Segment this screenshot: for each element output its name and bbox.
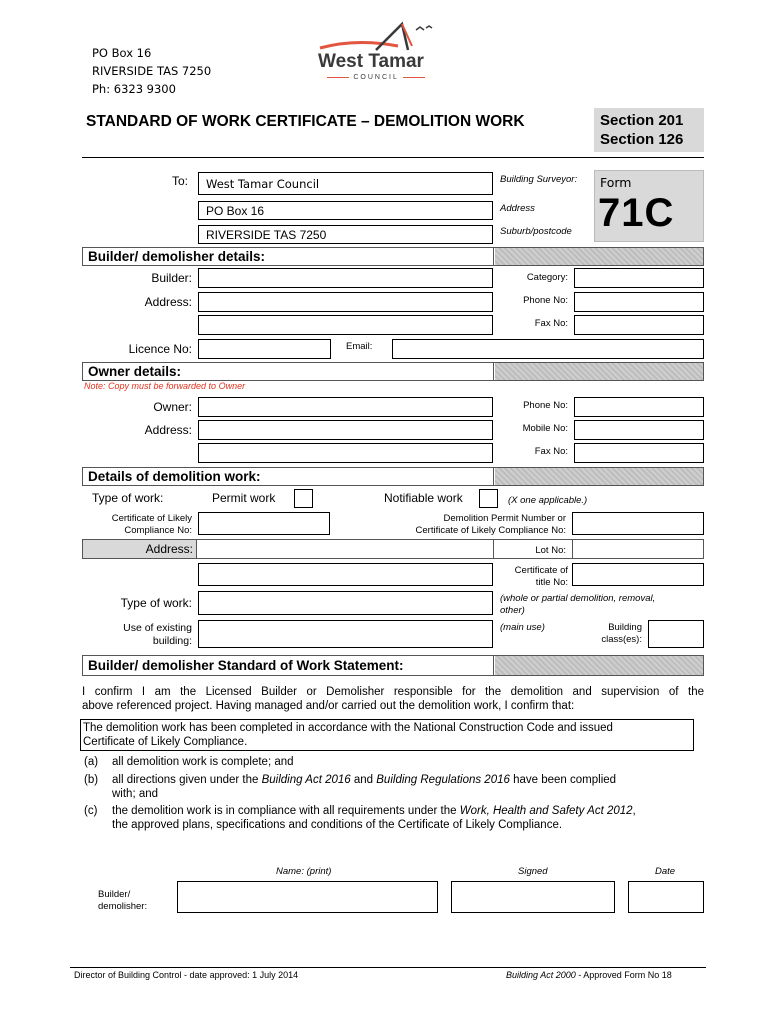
item-c-text xyxy=(112,804,636,832)
council-address xyxy=(92,44,211,98)
licence-label: Licence No: xyxy=(128,342,192,356)
notifiable-work-label: Notifiable work xyxy=(384,491,463,505)
lot-input[interactable] xyxy=(572,540,703,558)
footer-form-text: - Approved Form No 18 xyxy=(575,970,672,980)
surveyor-address-label: Address xyxy=(500,203,535,214)
signature-input[interactable] xyxy=(451,881,615,913)
building-class-label-1: Building xyxy=(608,622,642,633)
date-label: Date xyxy=(655,866,676,877)
owner-name-input[interactable] xyxy=(198,397,493,417)
title-no-input[interactable] xyxy=(572,563,704,586)
logo-name xyxy=(318,51,424,73)
to-address-field[interactable] xyxy=(198,201,493,220)
lot-label-cell xyxy=(495,540,572,558)
one-applicable-note: (X one applicable.) xyxy=(508,495,588,506)
logo-mark-icon xyxy=(316,20,440,54)
licence-input[interactable] xyxy=(198,339,331,359)
logo-sub-text: COUNCIL xyxy=(353,74,399,81)
item-b-marker: (b) xyxy=(84,774,99,786)
signatory-label-1: Builder/ xyxy=(98,889,131,900)
signatory-label-2: demolisher: xyxy=(98,901,148,912)
item-b-post: have been complied xyxy=(509,774,617,786)
builder-address-input-2[interactable] xyxy=(198,315,493,335)
building-class-label xyxy=(572,622,642,646)
builder-section-heading: Builder/ demolisher details: xyxy=(88,249,266,264)
email-label: Email: xyxy=(346,341,373,352)
footer-form-no xyxy=(506,970,672,980)
owner-note: Note: Copy must be forwarded to Owner xyxy=(84,381,246,391)
demolition-address-row xyxy=(82,539,704,559)
builder-section-bar xyxy=(82,247,704,266)
statement-item-a xyxy=(84,755,704,769)
name-print-label: Name: (print) xyxy=(276,866,332,877)
item-b-line2: with; and xyxy=(112,788,159,800)
work-type-label: Type of work: xyxy=(92,491,164,505)
to-name-value: West Tamar Council xyxy=(206,177,320,191)
building-class-label-2: class(es): xyxy=(601,634,642,645)
item-c-post: , xyxy=(632,805,636,817)
statement-section-bar xyxy=(82,655,704,676)
permit-work-checkbox[interactable] xyxy=(294,489,313,508)
title-rule xyxy=(82,157,704,158)
permit-number-label-1: Demolition Permit Number or xyxy=(443,513,566,524)
builder-address-label: Address: xyxy=(144,295,192,309)
item-c-pre: the demolition work is in compliance with all requirements under the xyxy=(112,805,460,817)
category-label: Category: xyxy=(526,272,568,283)
address-line: RIVERSIDE TAS 7250 xyxy=(92,64,212,78)
statement-item-b xyxy=(84,773,704,801)
section-201: Section 201 xyxy=(600,112,684,129)
statement-section-heading: Builder/ demolisher Standard of Work Statement: xyxy=(88,658,404,673)
title-no-label xyxy=(480,565,568,589)
likely-compliance-label xyxy=(92,513,192,537)
type-of-work-input[interactable] xyxy=(198,591,493,615)
signatory-label xyxy=(98,889,147,913)
statement-intro-2: above referenced project. Having managed and/or carried out the demolition work, I confirm that: xyxy=(82,700,575,712)
builder-phone-input[interactable] xyxy=(574,292,704,312)
to-suburb-value: RIVERSIDE TAS 7250 xyxy=(206,228,327,242)
builder-fax-label: Fax No: xyxy=(534,318,568,329)
completion-statement-1: The demolition work has been completed in accordance with the National Construction Code and issued xyxy=(83,722,613,734)
owner-fax-label: Fax No: xyxy=(534,446,568,457)
likely-compliance-input[interactable] xyxy=(198,512,330,535)
title-no-label-1: Certificate of xyxy=(514,565,568,576)
builder-fax-input[interactable] xyxy=(574,315,704,335)
demolition-address-label: Address: xyxy=(145,542,193,556)
to-suburb-field[interactable] xyxy=(198,225,493,244)
lot-label: Lot No: xyxy=(535,545,566,556)
completion-statement-2: Certificate of Likely Compliance. xyxy=(83,736,248,748)
builder-phone-label: Phone No: xyxy=(523,295,568,306)
demolition-address-label-cell xyxy=(83,540,197,558)
item-a-text: all demolition work is complete; and xyxy=(112,756,294,768)
item-b-regulations: Building Regulations 2016 xyxy=(376,774,510,786)
statement-item-c xyxy=(84,804,704,832)
owner-section-heading: Owner details: xyxy=(88,364,182,379)
item-b-and: and xyxy=(350,774,377,786)
form-number: 71C xyxy=(598,191,675,235)
email-input[interactable] xyxy=(392,339,704,359)
owner-address-input-2[interactable] xyxy=(198,443,493,463)
builder-address-input[interactable] xyxy=(198,292,493,312)
form-badge xyxy=(594,170,704,242)
page-title: STANDARD OF WORK CERTIFICATE – DEMOLITION WORK xyxy=(86,113,525,130)
existing-use-label xyxy=(92,622,192,648)
section-126: Section 126 xyxy=(600,131,684,148)
footer-approval: Director of Building Control - date approved: 1 July 2014 xyxy=(74,970,299,980)
owner-address-label: Address: xyxy=(144,423,192,437)
form-label: Form xyxy=(600,175,632,190)
item-a-marker: (a) xyxy=(84,756,99,768)
item-c-marker: (c) xyxy=(84,805,98,817)
owner-fax-input[interactable] xyxy=(574,443,704,463)
logo-sub xyxy=(316,74,436,81)
footer-rule xyxy=(70,967,706,968)
demolition-section-heading: Details of demolition work: xyxy=(88,469,261,484)
notifiable-work-checkbox[interactable] xyxy=(479,489,498,508)
item-b-act: Building Act 2016 xyxy=(261,774,351,786)
council-logo xyxy=(316,20,440,84)
completion-statement-box xyxy=(80,719,694,751)
owner-section-bar xyxy=(82,362,704,381)
suburb-label: Suburb/postcode xyxy=(500,226,572,237)
type-of-work-hint-1: (whole or partial demolition, removal, xyxy=(500,593,656,604)
owner-phone-label: Phone No: xyxy=(523,400,568,411)
building-surveyor-label: Building Surveyor: xyxy=(500,174,578,185)
demolition-address-input[interactable] xyxy=(198,540,494,558)
existing-use-label-1: Use of existing xyxy=(123,622,192,634)
logo-name-text: West Tamar xyxy=(318,51,424,72)
footer-act: Building Act 2000 xyxy=(506,970,576,980)
section-badge xyxy=(594,108,704,152)
type-of-work-hint xyxy=(500,593,655,617)
signed-label: Signed xyxy=(518,866,548,877)
permit-number-input[interactable] xyxy=(572,512,704,535)
date-input[interactable] xyxy=(628,881,704,913)
item-c-line2: the approved plans, specifications and conditions of the Certificate of Likely Compliance. xyxy=(112,819,563,831)
owner-mobile-input[interactable] xyxy=(574,420,704,440)
type-of-work-hint-2: other) xyxy=(500,605,525,616)
likely-compliance-label-2: Compliance No: xyxy=(124,525,192,536)
item-b-pre: all directions given under the xyxy=(112,774,262,786)
likely-compliance-label-1: Certificate of Likely xyxy=(111,513,192,524)
address-line: Ph: 6323 9300 xyxy=(92,82,176,96)
builder-name-input[interactable] xyxy=(198,268,493,288)
demolition-address-input-2[interactable] xyxy=(198,563,493,586)
demolition-section-bar xyxy=(82,467,704,486)
builder-label: Builder: xyxy=(151,271,192,285)
permit-number-label-2: Certificate of Likely Compliance No: xyxy=(415,525,566,536)
existing-use-label-2: building: xyxy=(152,635,192,647)
to-address-value: PO Box 16 xyxy=(206,204,265,218)
to-name-field[interactable] xyxy=(198,172,493,195)
owner-phone-input[interactable] xyxy=(574,397,704,417)
to-label: To: xyxy=(172,174,189,188)
address-line: PO Box 16 xyxy=(92,46,152,60)
main-use-hint: (main use) xyxy=(500,622,545,633)
statement-intro xyxy=(82,685,704,713)
permit-number-label xyxy=(380,513,566,537)
existing-use-input[interactable] xyxy=(198,620,493,648)
owner-mobile-label: Mobile No: xyxy=(522,423,568,434)
owner-label: Owner: xyxy=(153,400,192,414)
item-b-text xyxy=(112,773,616,801)
name-print-input[interactable] xyxy=(177,881,438,913)
permit-work-label: Permit work xyxy=(212,491,276,505)
statement-intro-1: I confirm I am the Licensed Builder or Demolisher responsible for the demolition and supervision of the xyxy=(82,686,704,698)
category-input[interactable] xyxy=(574,268,704,288)
type-of-work-label: Type of work: xyxy=(120,596,192,610)
title-no-label-2: title No: xyxy=(535,577,568,588)
owner-address-input[interactable] xyxy=(198,420,493,440)
building-class-input[interactable] xyxy=(648,620,704,648)
item-c-act: Work, Health and Safety Act 2012 xyxy=(459,805,633,817)
